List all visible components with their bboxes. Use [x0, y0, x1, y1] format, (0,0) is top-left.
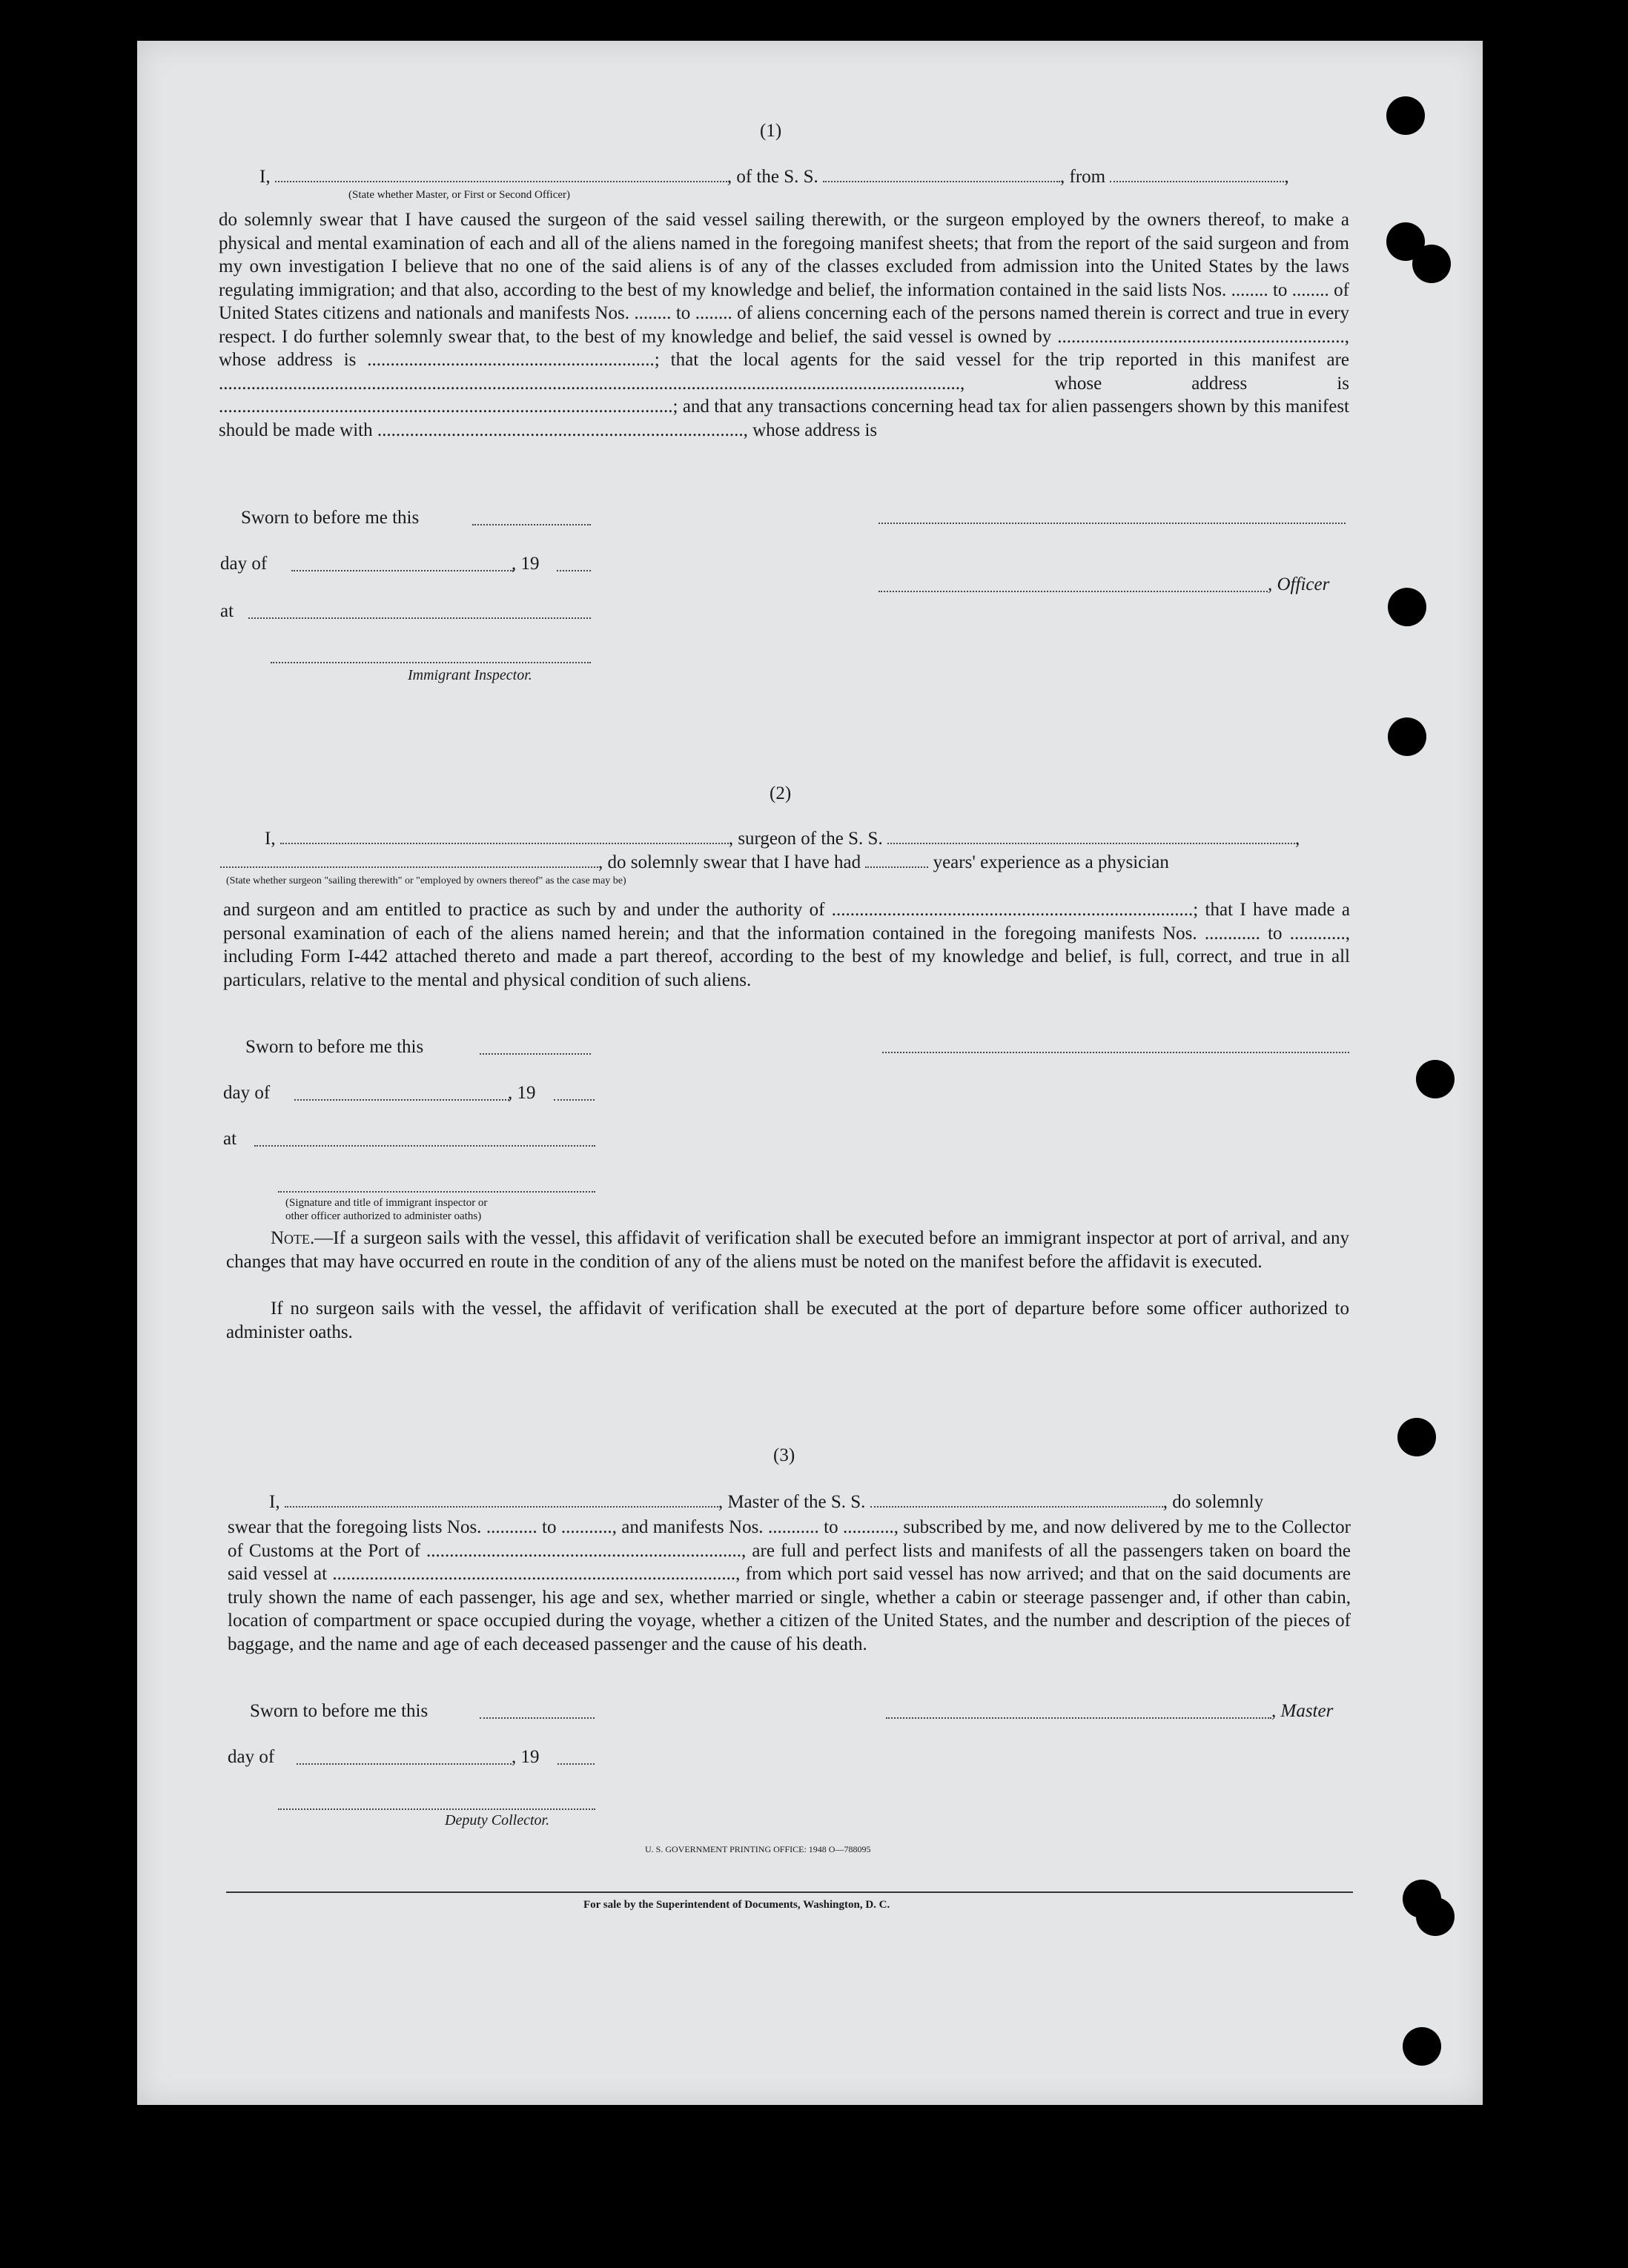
s1-title-note: (State whether Master, or First or Second Officer) — [348, 189, 571, 201]
s2-surgeon-note: (State whether surgeon "sailing therewith" or "employed by owners thereof" as the case may be) — [226, 875, 626, 886]
punch-hole — [1416, 1897, 1455, 1936]
s1-day-label: day of — [220, 554, 268, 574]
s2-sig-note-1: (Signature and title of immigrant inspector or — [285, 1197, 488, 1209]
s1-from-label: , from — [1060, 167, 1106, 187]
section-1-body: do solemnly swear that I have caused the surgeon of the said vessel sailing therewith, or the surgeon employed by the owners thereof, to make a physical and mental examination of each and all of the aliens named in the foregoing manifest sheets; that from the report of the said surgeon and from my own investigation I believe that no one of the said aliens is of any of the classes excluded from admission into the United States by the laws regulating immigration; and that also, according to the best of my knowledge and belief, the information contained in the said lists Nos. ........ to ........ of United States citizens and nationals and manifests Nos. ........ to ........ of aliens concerning each of the persons named therein is correct and true in every respect. I do further solemnly swear that, to the best of my knowledge and belief, the said vessel is owned by .............................................................., whose address is ..............................................................; that the local agents for the said vessel for the trip reported in this manifest are ................................................................................................................................................................, whose address is ..................................................................................................; and that any transactions concerning head tax for alien passengers shown by this manifest should be made with ..............................................................................., whose address is — [219, 210, 1349, 440]
s1-signature-line[interactable] — [878, 523, 1346, 524]
s3-signature-line[interactable] — [886, 1717, 1271, 1719]
punch-hole — [1386, 96, 1425, 135]
s2-inspector-line[interactable] — [278, 1191, 595, 1193]
s2-year-label: , 19 — [508, 1083, 536, 1103]
s3-ship-field[interactable] — [870, 1493, 1163, 1508]
punch-hole — [1397, 1418, 1436, 1456]
s3-collector-line[interactable] — [278, 1808, 595, 1810]
s1-at-label: at — [220, 601, 234, 621]
s2-day-label: day of — [223, 1083, 271, 1103]
s1-from-field[interactable] — [1110, 168, 1284, 182]
s2-surgeon-label: , surgeon of the S. S. — [728, 829, 883, 849]
section-3-body: swear that the foregoing lists Nos. ........... to ..........., and manifests Nos. ........... to ..........., subscribed by me, and now delivered by me to the Collector of Customs at the Port of ...................................................................., are full and perfect lists and manifests of all the passengers taken on board the said vessel at ......................................................................................., from which port said vessel has now arrived; and that on the said documents are truly shown the name of each passenger, his age and sex, whether married or single, whether a cabin or steerage passenger and, if other than cabin, location of compartment or space occupied during the voyage, whether a citizen of the United States, and the number and description of the pieces of baggage, and the name and age of each deceased passenger and the cause of his death. — [228, 1517, 1351, 1654]
section-1-line-1: I, , of the S. S. , from , — [259, 167, 1289, 187]
s3-day-label: day of — [228, 1747, 275, 1767]
s2-note-2: If no surgeon sails with the vessel, the affidavit of verification shall be executed at the port of departure before some officer authorized to administer oaths. — [226, 1299, 1349, 1342]
s3-master-title: , Master — [1271, 1701, 1334, 1721]
s2-signature-line[interactable] — [882, 1052, 1349, 1053]
s2-sig-note-2: other officer authorized to administer oaths) — [285, 1210, 482, 1222]
s1-officer-label: , Officer — [1268, 574, 1330, 594]
punch-hole — [1416, 1060, 1455, 1098]
punch-hole — [1412, 245, 1451, 283]
s2-ship-field[interactable] — [887, 829, 1295, 844]
s2-i-label: I, — [265, 829, 276, 849]
s2-note — [226, 1227, 1349, 1273]
punch-hole — [1403, 2027, 1441, 2066]
s2-at-label: at — [223, 1129, 237, 1149]
s1-inspector-label: Immigrant Inspector. — [408, 667, 532, 683]
s3-master-label: , Master of the S. S. — [718, 1492, 866, 1512]
section-2-line-2 — [220, 852, 1169, 873]
s2-note-label: Note. — [271, 1228, 315, 1248]
section-2-heading: (2) — [770, 783, 792, 803]
section-3-line-1 — [269, 1492, 1263, 1513]
section-2-body: and surgeon and am entitled to practice as such by and under the authority of ..............................................................................; that I have made a personal examination of each of the aliens named herein; and that the information contained in the foregoing manifests Nos. ............ to ............, including Form I-442 attached thereto and made a part thereof, according to the best of my knowledge and belief, is full, correct, and true in all particulars, relative to the mental and physical condition of such aliens. — [223, 900, 1350, 990]
s1-sworn-label: Sworn to before me this — [241, 508, 420, 528]
s3-sworn-label: Sworn to before me this — [250, 1701, 428, 1721]
punch-hole — [1388, 588, 1426, 626]
for-sale-notice: For sale by the Superintendent of Documents, Washington, D. C. — [583, 1899, 890, 1911]
s1-year-label: , 19 — [512, 554, 540, 574]
s3-year-label: , 19 — [512, 1747, 540, 1767]
s2-name-field[interactable] — [280, 829, 729, 844]
s1-officer-line[interactable] — [878, 591, 1268, 592]
s3-i-label: I, — [269, 1492, 280, 1512]
s1-i-label: I, — [259, 167, 271, 187]
s1-name-field[interactable] — [275, 168, 727, 182]
s2-years-field[interactable] — [865, 853, 928, 868]
s1-inspector-line[interactable] — [271, 662, 591, 663]
s3-swear-label: , do solemnly — [1162, 1492, 1264, 1512]
punch-hole — [1388, 717, 1426, 756]
s3-name-field[interactable] — [285, 1493, 718, 1508]
s1-ss-label: , of the S. S. — [727, 167, 818, 187]
section-1-heading: (1) — [760, 121, 782, 141]
s2-note-text: —If a surgeon sails with the vessel, this affidavit of verification shall be executed before an immigrant inspector at port of arrival, and any changes that may have occurred en route in the condition of any of the aliens must be noted on the manifest before the affidavit is executed. — [226, 1228, 1349, 1272]
form-page — [137, 41, 1483, 2105]
s3-collector-label: Deputy Collector. — [445, 1812, 550, 1828]
s2-sworn-label: Sworn to before me this — [245, 1037, 424, 1057]
s1-ship-field[interactable] — [823, 168, 1060, 182]
section-3-heading: (3) — [773, 1445, 795, 1465]
s2-years-label: years' experience as a physician — [933, 852, 1169, 872]
section-2-line-1: I, , surgeon of the S. S. , — [265, 829, 1300, 849]
s2-sailing-field[interactable] — [220, 853, 598, 868]
printing-office-line: U. S. GOVERNMENT PRINTING OFFICE: 1948 O—788095 — [645, 1844, 871, 1854]
s2-swear-label: , do solemnly swear that I have had — [598, 852, 861, 872]
